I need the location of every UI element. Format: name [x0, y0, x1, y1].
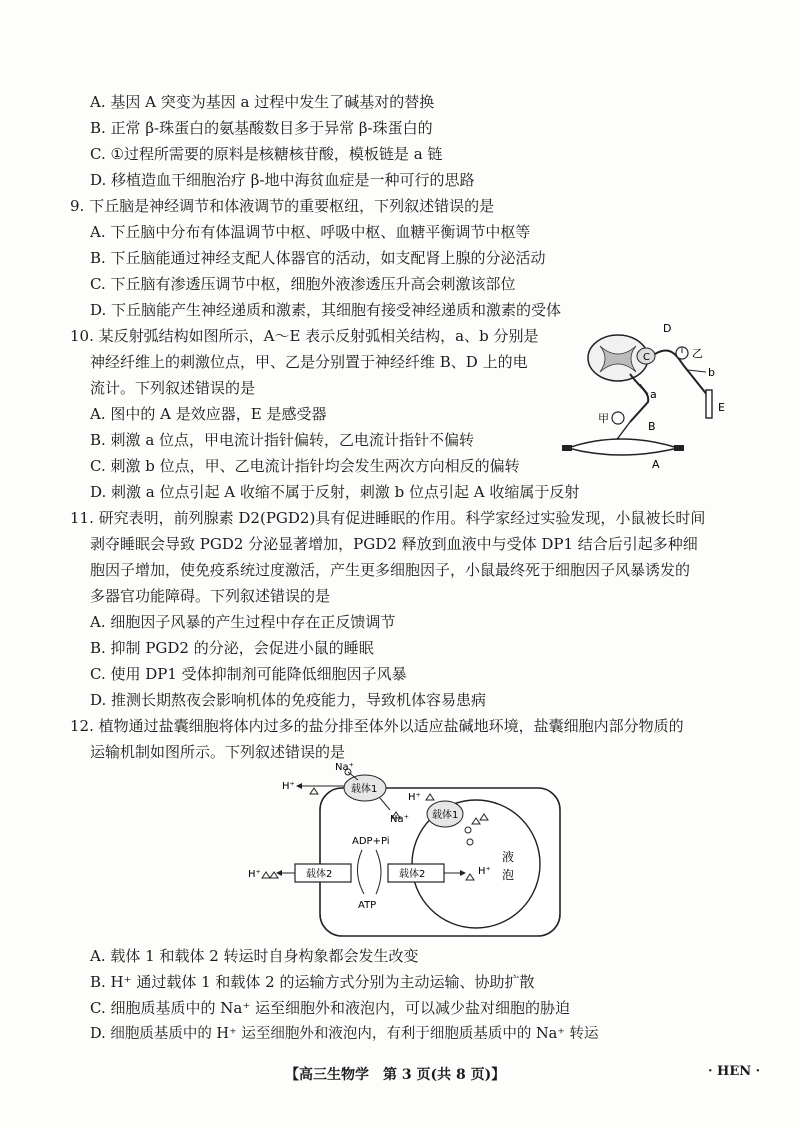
q8-option-a: A. 基因 A 突变为基因 a 过程中发生了碱基对的替换	[90, 93, 435, 111]
vacuole-label-1: 液	[502, 850, 515, 864]
q11-option-a: A. 细胞因子风暴的产生过程中存在正反馈调节	[90, 613, 396, 631]
q11-option-d: D. 推测长期熬夜会影响机体的免疫能力，导致机体容易患病	[90, 691, 487, 709]
q9-option-a: A. 下丘脑中分布有体温调节中枢、呼吸中枢、血糖平衡调节中枢等	[90, 223, 531, 241]
label-a-muscle: A	[652, 458, 660, 470]
vacuole-label-2: 泡	[502, 868, 515, 882]
na-top-label: Na⁺	[335, 762, 354, 773]
h-out2-label: H⁺	[248, 869, 261, 880]
label-c: C	[643, 352, 650, 363]
label-e: E	[718, 401, 725, 414]
q11-stem-line-1: 11. 研究表明，前列腺素 D2(PGD2)具有促进睡眠的作用。科学家经过实验发现，小鼠被长时间	[70, 509, 706, 527]
q12-option-a: A. 载体 1 和载体 2 转运时自身构象都会发生改变	[90, 947, 419, 965]
triangle-symbol	[262, 872, 270, 878]
receptor-e	[706, 390, 712, 418]
q8-option-d: D. 移植造血干细胞治疗 β-地中海贫血症是一种可行的思路	[90, 171, 475, 189]
reflex-arc-figure	[560, 318, 735, 470]
h-vacuole-label: H⁺	[408, 792, 421, 803]
na-vacuole-label: Na⁺	[390, 814, 409, 825]
salt-bladder-cell-figure	[240, 758, 570, 940]
stim-a-pointer	[640, 384, 648, 394]
label-b: b	[708, 366, 715, 379]
label-jia: 甲	[598, 412, 609, 425]
q12-stem-line-1: 12. 植物通过盐囊细胞将体内过多的盐分排至体外以适应盐碱地环境，盐囊细胞内部分物质的	[70, 717, 684, 735]
adp-label: ADP+Pi	[352, 836, 390, 847]
q10-option-c: C. 刺激 b 位点，甲、乙电流计指针均会发生两次方向相反的偏转	[90, 457, 520, 475]
q12-option-c: C. 细胞质基质中的 Na⁺ 运至细胞外和液泡内，可以减少盐对细胞的胁迫	[90, 999, 571, 1017]
page-footer: 【高三生物学 第 3 页(共 8 页)】	[285, 1067, 506, 1083]
label-d: D	[663, 322, 672, 335]
q10-option-a: A. 图中的 A 是效应器，E 是感受器	[90, 405, 327, 423]
q8-option-c: C. ①过程所需要的原料是核糖核苷酸，模板链是 a 链	[90, 145, 443, 163]
h-left-label: H⁺	[282, 781, 295, 792]
label-yi: 乙	[692, 347, 703, 360]
q11-stem-line-2: 剥夺睡眠会导致 PGD2 分泌显著增加，PGD2 释放到血液中与受体 DP1 结合后引起多种细	[90, 535, 698, 553]
q12-option-b: B. H⁺ 通过载体 1 和载体 2 的运输方式分别为主动运输、协助扩散	[90, 973, 535, 991]
q9-option-d: D. 下丘脑能产生神经递质和激素，其细胞有接受神经递质和激素的受体	[90, 301, 562, 319]
q11-stem-line-3: 胞因子增加，使免疫系统过度激活，产生更多细胞因子，小鼠最终死于细胞因子风暴诱发的	[90, 561, 691, 579]
efferent-fiber	[630, 374, 648, 422]
tendon-right	[674, 445, 684, 451]
q11-option-b: B. 抑制 PGD2 的分泌，会促进小鼠的睡眠	[90, 639, 374, 657]
carrier1-membrane-label: 载体1	[351, 784, 378, 795]
stim-b-pointer	[688, 370, 706, 372]
q10-option-b: B. 刺激 a 位点，甲电流计指针偏转，乙电流计指针不偏转	[90, 431, 475, 449]
atp-label: ATP	[358, 900, 377, 911]
label-b-fiber: B	[648, 420, 656, 433]
q9-option-c: C. 下丘脑有渗透压调节中枢，细胞外液渗透压升高会刺激该部位	[90, 275, 516, 293]
arrowhead	[276, 870, 282, 876]
exam-code: · HEN ·	[708, 1064, 761, 1079]
q10-stem-line-2: 神经纤维上的刺激位点，甲、乙是分别置于神经纤维 B、D 上的电	[90, 353, 528, 371]
galvanometer-jia	[612, 412, 624, 424]
q10-stem-line-1: 10. 某反射弧结构如图所示，A～E 表示反射弧相关结构，a、b 分别是	[70, 327, 539, 345]
q12-option-d: D. 细胞质基质中的 H⁺ 运至细胞外和液泡内，有利于细胞质基质中的 Na⁺ 转运	[90, 1026, 599, 1042]
q10-option-d: D. 刺激 a 位点引起 A 收缩不属于反射，刺激 b 位点引起 A 收缩属于反射	[90, 483, 580, 501]
triangle-symbol	[310, 788, 318, 794]
tendon-left	[562, 445, 572, 451]
arrowhead	[296, 783, 302, 789]
q9-option-b: B. 下丘脑能通过神经支配人体器官的活动，如支配肾上腺的分泌活动	[90, 249, 546, 267]
q9-stem: 9. 下丘脑是神经调节和体液调节的重要枢纽，下列叙述错误的是	[70, 197, 495, 215]
h-in-vacuole-label: H⁺	[478, 866, 491, 877]
carrier2-right-label: 载体2	[399, 869, 426, 880]
carrier1-vacuole-label: 载体1	[432, 810, 459, 821]
q11-option-c: C. 使用 DP1 受体抑制剂可能降低细胞因子风暴	[90, 665, 407, 683]
q12-stem-line-2: 运输机制如图所示。下列叙述错误的是	[90, 743, 346, 761]
q11-stem-line-4: 多器官功能障碍。下列叙述错误的是	[90, 587, 331, 605]
carrier2-left-label: 载体2	[306, 869, 333, 880]
q8-option-b: B. 正常 β-珠蛋白的氨基酸数目多于异常 β-珠蛋白的	[90, 119, 433, 137]
muscle-a	[568, 439, 678, 455]
label-a: a	[650, 388, 657, 401]
q10-stem-line-3: 流计。下列叙述错误的是	[90, 379, 256, 397]
